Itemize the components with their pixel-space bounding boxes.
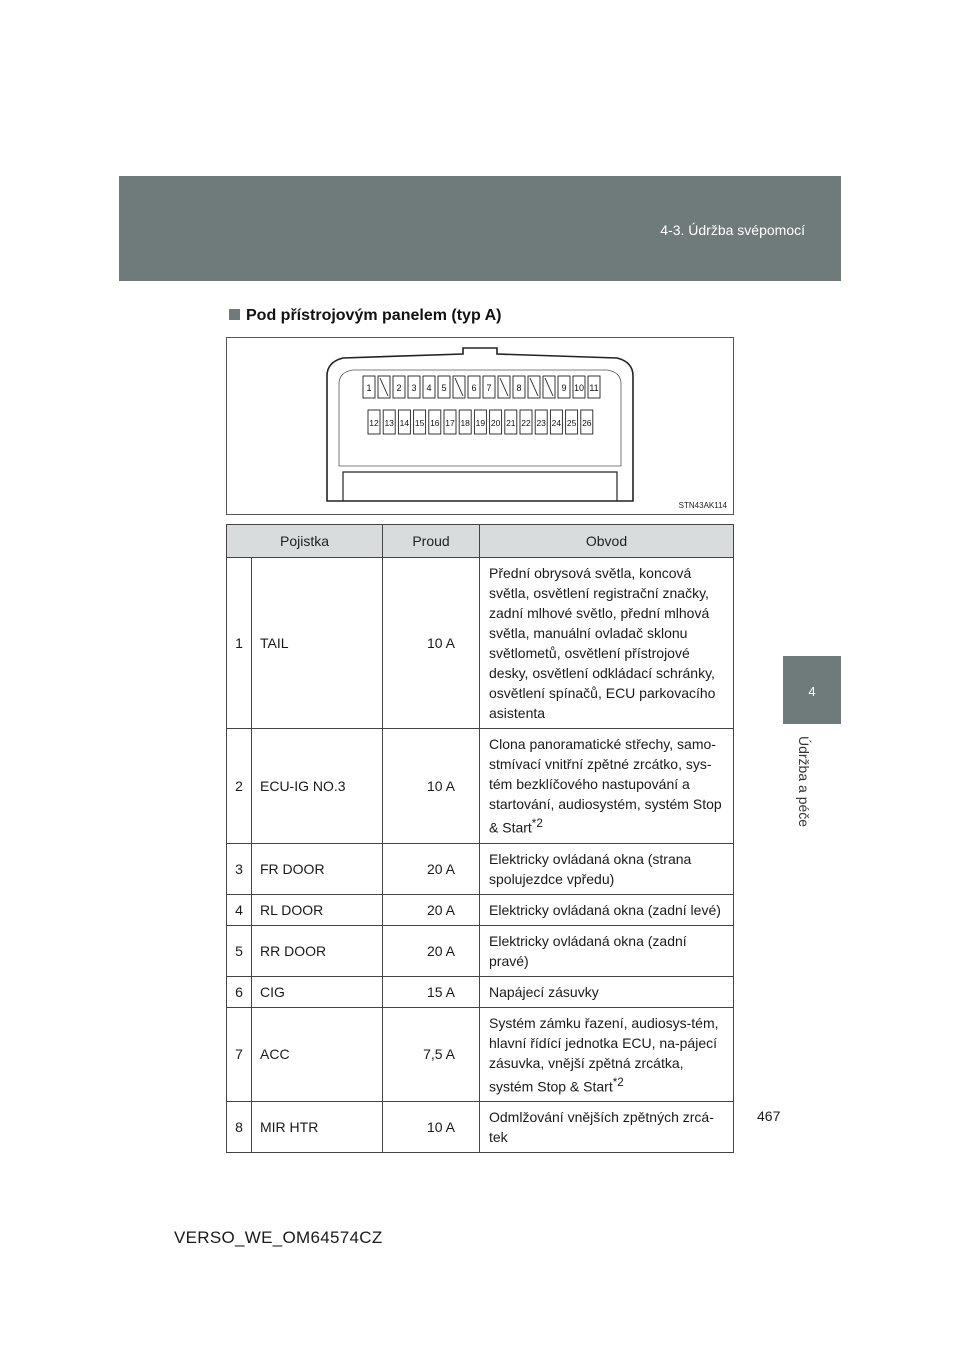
fuse-circuit — [480, 1102, 734, 1153]
fuse-current: 20 A — [383, 925, 480, 976]
column-header-circuit: Obvod — [480, 525, 734, 558]
fuse-slot-label: 19 — [475, 418, 486, 428]
table-row — [227, 976, 734, 1007]
fuse-slot-label: 7 — [486, 383, 492, 393]
fuse-number: 1 — [227, 558, 252, 729]
fuse-number: 7 — [227, 1007, 252, 1102]
fuse-slot-label: 8 — [516, 383, 522, 393]
image-code: STN43AK114 — [678, 501, 727, 510]
table-row — [227, 729, 734, 844]
fuse-slot-label: 15 — [414, 418, 425, 428]
fuse-name: ACC — [252, 1007, 383, 1102]
fuse-slot-label: 18 — [460, 418, 470, 428]
table-row — [227, 558, 734, 729]
fuse-name: RR DOOR — [252, 925, 383, 976]
fuse-name: CIG — [252, 976, 383, 1007]
fuse-current: 7,5 A — [383, 1007, 480, 1102]
chapter-label: Údržba a péče — [796, 736, 812, 828]
fuse-circuit — [480, 976, 734, 1007]
fuse-slot-label: 16 — [430, 418, 440, 428]
fuse-slot-label: 6 — [471, 383, 477, 393]
fuse-slot-label: 5 — [441, 383, 447, 393]
fuse-circuit-text: Elektricky ovládaná okna (zadní levé) — [489, 901, 721, 918]
fuse-table — [226, 524, 734, 1153]
fuse-slot-label: 26 — [582, 418, 592, 428]
fuse-slot-label: 14 — [399, 418, 410, 428]
fuse-circuit — [480, 729, 734, 844]
fuse-number: 6 — [227, 976, 252, 1007]
fuse-current: 10 A — [383, 729, 480, 844]
fuse-circuit — [480, 558, 734, 729]
fuse-slot-label: 17 — [445, 418, 455, 428]
chapter-number: 4 — [808, 684, 816, 699]
fuse-slot-label: 2 — [396, 383, 402, 393]
fuse-name: MIR HTR — [252, 1102, 383, 1153]
section-header-title: 4-3. Údržba svépomocí — [660, 222, 805, 238]
fuse-circuit — [480, 894, 734, 925]
fuse-slot-label: 4 — [426, 383, 432, 393]
fuse-slot-label: 24 — [551, 418, 562, 428]
fuse-box-diagram — [226, 337, 734, 515]
fuse-number: 5 — [227, 925, 252, 976]
footnote-mark: *2 — [531, 817, 543, 830]
document-code: VERSO_WE_OM64574CZ — [174, 1228, 383, 1247]
fuse-number: 8 — [227, 1102, 252, 1153]
fuse-slot-label: 10 — [573, 383, 585, 393]
table-header-row — [227, 525, 734, 558]
fuse-current: 20 A — [383, 894, 480, 925]
fuse-slot-label: 25 — [566, 418, 577, 428]
table-row — [227, 1102, 734, 1153]
fuse-circuit-text: Elektricky ovládaná okna (strana spolujezdce vpředu) — [489, 850, 692, 887]
fuse-name: RL DOOR — [252, 894, 383, 925]
fuse-name: FR DOOR — [252, 843, 383, 894]
header-band — [119, 176, 841, 281]
fuse-slot-label: 9 — [561, 383, 567, 393]
fuse-slot-label: 12 — [369, 418, 379, 428]
fuse-slot-label: 13 — [384, 418, 394, 428]
fuse-current: 20 A — [383, 843, 480, 894]
fuse-circuit-text: Systém zámku řazení, audiosys-tém, hlavní řídící jednotka ECU, na-pájecí zásuvka, vnější zpětná zrcátka, systém Stop & Start — [489, 1014, 719, 1095]
table-row — [227, 1007, 734, 1102]
fuse-current: 15 A — [383, 976, 480, 1007]
fuse-circuit — [480, 1007, 734, 1102]
heading-bullet-icon — [229, 309, 240, 320]
fuse-circuit-text: Odmlžování vnějších zpětných zrcá-tek — [489, 1109, 714, 1146]
fuse-name: TAIL — [252, 558, 383, 729]
fuse-slot-label: 11 — [589, 383, 599, 393]
fuse-current: 10 A — [383, 1102, 480, 1153]
section-heading — [229, 307, 501, 325]
fuse-circuit-text: Přední obrysová světla, koncová světla, osvětlení registrační značky, zadní mlhové světlo, přední mlhová světla, manuální ovladač sklonu světlometů, osvětlení přístrojové desky, osvětlení odkládací schránky, osvětlení spínačů, ECU parkovacího asistenta — [489, 565, 716, 721]
fuse-number: 2 — [227, 729, 252, 844]
table-row — [227, 925, 734, 976]
column-header-current: Proud — [383, 525, 480, 558]
fuse-slot-label: 20 — [490, 418, 501, 428]
fuse-circuit — [480, 925, 734, 976]
fuse-current: 10 A — [383, 558, 480, 729]
fuse-slot-label: 21 — [506, 418, 516, 428]
column-header-fuse: Pojistka — [227, 525, 383, 558]
table-row — [227, 894, 734, 925]
section-heading-text: Pod přístrojovým panelem (typ A) — [246, 307, 502, 324]
fuse-slot-label: 22 — [521, 418, 531, 428]
footnote-mark: *2 — [612, 1075, 624, 1089]
fuse-box-illustration — [227, 338, 733, 514]
fuse-circuit-text: Clona panoramatické střechy, samo-stmívací vnitřní zpětné zrcátko, sys-tém bezklíčového nastupování a startování, audiosystém, systém Stop & Start — [489, 736, 722, 836]
fuse-name: ECU-IG NO.3 — [252, 729, 383, 844]
fuse-circuit-text: Elektricky ovládaná okna (zadní pravé) — [489, 932, 687, 969]
fuse-slot-label: 3 — [411, 383, 417, 393]
fuse-slot-label: 23 — [536, 418, 546, 428]
fuse-slot-label: 1 — [366, 383, 372, 393]
fuse-circuit — [480, 843, 734, 894]
chapter-tab — [783, 656, 841, 724]
fuse-circuit-text: Napájecí zásuvky — [489, 983, 599, 1000]
table-row — [227, 843, 734, 894]
page-number: 467 — [757, 1108, 781, 1124]
fuse-number: 3 — [227, 843, 252, 894]
fuse-number: 4 — [227, 894, 252, 925]
